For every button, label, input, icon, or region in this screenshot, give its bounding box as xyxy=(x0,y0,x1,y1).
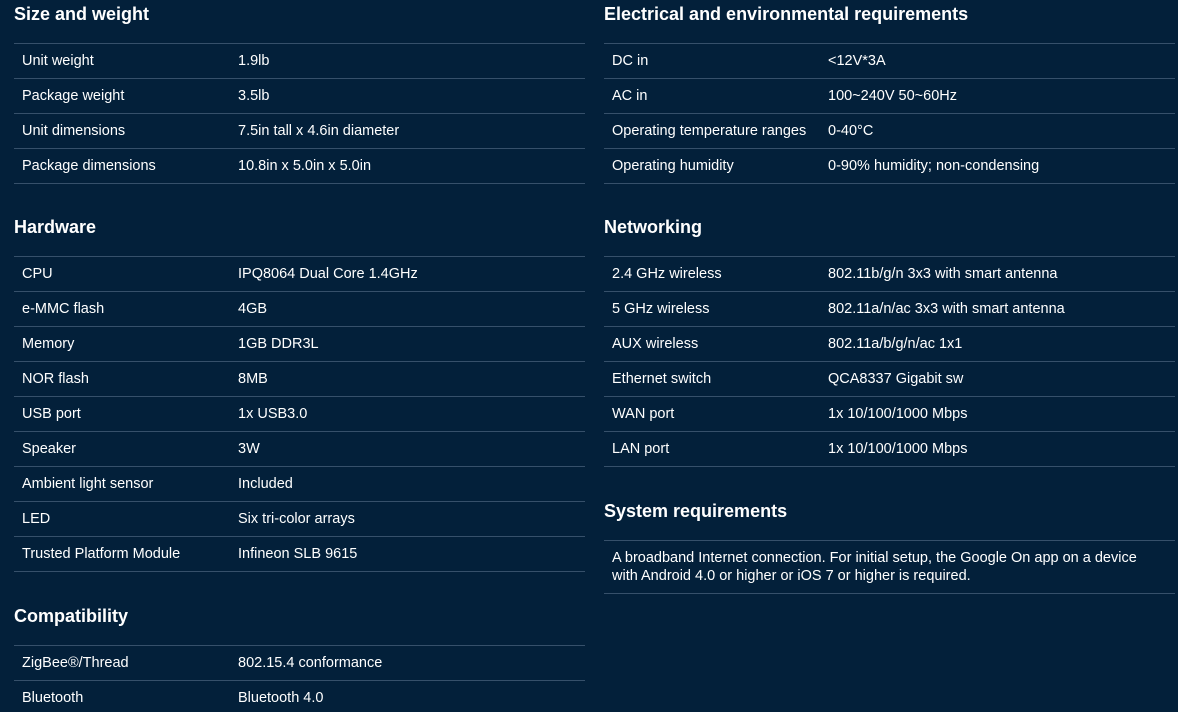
spec-label: Ambient light sensor xyxy=(22,476,154,492)
spec-value: QCA8337 Gigabit sw xyxy=(828,371,964,387)
spec-value: <12V*3A xyxy=(828,53,886,69)
spec-label: Package dimensions xyxy=(22,158,156,174)
table-row xyxy=(14,292,585,327)
section-electrical xyxy=(604,3,1175,184)
section-title: System requirements xyxy=(604,501,788,521)
spec-label: Ethernet switch xyxy=(612,371,712,387)
spec-label: Operating humidity xyxy=(612,158,734,174)
table-row xyxy=(604,44,1175,79)
spec-label: ZigBee®/Thread xyxy=(22,655,129,671)
section-title: Hardware xyxy=(14,217,97,237)
spec-value: 100~240V 50~60Hz xyxy=(828,88,957,104)
spec-value: 3W xyxy=(238,441,260,457)
spec-label: e-MMC flash xyxy=(22,301,105,317)
table-row xyxy=(14,114,585,149)
spec-label: DC in xyxy=(612,53,649,69)
spec-value: 1x 10/100/1000 Mbps xyxy=(828,441,968,457)
spec-value: 802.15.4 conformance xyxy=(238,655,383,671)
table-row xyxy=(604,114,1175,149)
spec-value: 802.11b/g/n 3x3 with smart antenna xyxy=(828,266,1058,282)
table-row xyxy=(14,44,585,79)
spec-label: Speaker xyxy=(22,441,77,457)
table-row xyxy=(14,257,585,292)
section-compatibility xyxy=(14,605,585,712)
spec-value: Included xyxy=(238,476,293,492)
spec-label: WAN port xyxy=(612,406,675,422)
table-row xyxy=(14,646,585,681)
section-hardware xyxy=(14,216,585,572)
spec-label: Unit weight xyxy=(22,53,94,69)
spec-label: NOR flash xyxy=(22,371,89,387)
spec-value: 0-90% humidity; non-condensing xyxy=(828,158,1040,174)
section-system-requirements xyxy=(604,500,1175,594)
table-row xyxy=(14,362,585,397)
table-row xyxy=(604,257,1175,292)
spec-value: 10.8in x 5.0in x 5.0in xyxy=(238,158,372,174)
spec-value: 4GB xyxy=(238,301,268,317)
spec-value: Infineon SLB 9615 xyxy=(238,546,358,562)
spec-label: 2.4 GHz wireless xyxy=(612,266,722,282)
spec-value: 0-40°C xyxy=(828,123,874,139)
table-row xyxy=(14,397,585,432)
spec-label: Trusted Platform Module xyxy=(22,546,181,562)
table-row xyxy=(604,397,1175,432)
section-networking xyxy=(604,216,1175,467)
spec-value: 3.5lb xyxy=(238,88,270,104)
spec-value: Six tri-color arrays xyxy=(238,511,355,527)
table-row xyxy=(14,502,585,537)
section-title: Compatibility xyxy=(14,606,129,626)
spec-table xyxy=(604,43,1175,184)
spec-label: AC in xyxy=(612,88,648,104)
spec-value: 1x 10/100/1000 Mbps xyxy=(828,406,968,422)
table-row xyxy=(14,432,585,467)
spec-label: Memory xyxy=(22,336,75,352)
spec-value: 1.9lb xyxy=(238,53,270,69)
table-row xyxy=(14,537,585,572)
spec-label: USB port xyxy=(22,406,81,422)
spec-label: Bluetooth xyxy=(22,690,84,706)
table-row xyxy=(14,467,585,502)
table-row xyxy=(14,681,585,712)
section-title: Size and weight xyxy=(14,4,150,24)
spec-label: Package weight xyxy=(22,88,125,104)
spec-label: CPU xyxy=(22,266,53,282)
spec-table xyxy=(14,256,585,572)
spec-table xyxy=(14,43,585,184)
spec-value: Bluetooth 4.0 xyxy=(238,690,324,706)
table-row xyxy=(604,292,1175,327)
table-row xyxy=(604,327,1175,362)
spec-label: AUX wireless xyxy=(612,336,699,352)
table-row xyxy=(14,327,585,362)
table-row xyxy=(604,79,1175,114)
table-row xyxy=(14,149,585,184)
spec-value: 802.11a/n/ac 3x3 with smart antenna xyxy=(828,301,1065,317)
section-title: Electrical and environmental requirements xyxy=(604,4,969,24)
spec-table xyxy=(604,256,1175,467)
section-size-weight xyxy=(14,3,585,184)
spec-table xyxy=(604,540,1175,594)
table-row xyxy=(604,432,1175,467)
spec-label: LED xyxy=(22,511,51,527)
spec-value: 7.5in tall x 4.6in diameter xyxy=(238,123,400,139)
spec-label: Unit dimensions xyxy=(22,123,126,139)
spec-label: 5 GHz wireless xyxy=(612,301,710,317)
spec-value: 1x USB3.0 xyxy=(238,406,308,422)
spec-value: 802.11a/b/g/n/ac 1x1 xyxy=(828,336,963,352)
table-row xyxy=(14,79,585,114)
table-row xyxy=(604,362,1175,397)
section-title: Networking xyxy=(604,217,703,237)
spec-value: 8MB xyxy=(238,371,268,387)
table-row xyxy=(604,149,1175,184)
system-requirements-text: A broadband Internet connection. For initial setup, the Google On app on a device with Android 4.0 or higher or iOS 7 or higher is required. xyxy=(604,541,1175,594)
spec-value: IPQ8064 Dual Core 1.4GHz xyxy=(238,266,418,282)
spec-label: Operating temperature ranges xyxy=(612,123,807,139)
spec-label: LAN port xyxy=(612,441,670,457)
spec-value: 1GB DDR3L xyxy=(238,336,319,352)
spec-table xyxy=(14,645,585,712)
